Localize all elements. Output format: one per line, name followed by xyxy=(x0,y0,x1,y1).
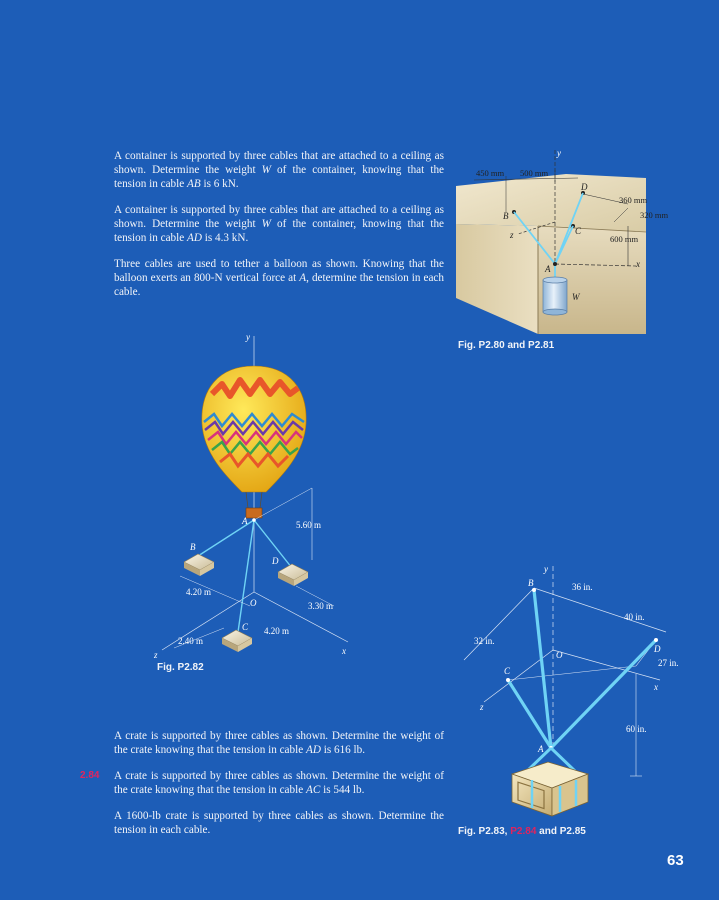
anchor-C xyxy=(222,630,252,652)
point-label-A: A xyxy=(242,516,248,526)
axis-label-z: z xyxy=(510,230,514,240)
point-label-C: C xyxy=(242,622,249,632)
axis-label-z: z xyxy=(154,650,158,660)
figure-caption-p2-82: Fig. P2.82 xyxy=(157,662,204,673)
point-label-D: D xyxy=(272,556,279,566)
dim-450mm: 450 mm xyxy=(476,168,505,178)
problem-number: 2.84 xyxy=(80,770,100,781)
figure-p2-80-container xyxy=(456,148,669,334)
origin-label-O: O xyxy=(556,650,563,660)
axis-label-x: x xyxy=(342,646,346,656)
point-label-D: D xyxy=(654,644,661,654)
crate xyxy=(512,762,588,816)
point-label-C: C xyxy=(504,666,511,676)
figure-p2-83-crate xyxy=(456,562,686,824)
point-label-D: D xyxy=(581,182,588,192)
point-label-A: A xyxy=(538,744,544,754)
basket xyxy=(246,508,262,518)
axis-label-y: y xyxy=(544,564,548,574)
dim-4-20m-z: 4.20 m xyxy=(186,587,212,597)
ceiling xyxy=(456,174,646,232)
figure-caption-p2-83: Fig. P2.83, P2.84 and P2.85 xyxy=(458,826,586,837)
point-label-B: B xyxy=(528,578,534,588)
dim-4-20m-x: 4.20 m xyxy=(264,626,290,636)
cable-AC xyxy=(238,520,254,632)
problem-2-80: A container is supported by three cables that are attached to a ceiling as shown. Determine the weight W of the container, knowing that the tension in cable AB is 6 kN. xyxy=(114,150,444,191)
wall xyxy=(456,224,538,334)
weight-label-W: W xyxy=(572,292,580,302)
dim-600mm: 600 mm xyxy=(610,234,639,244)
dim-2-40m: 2.40 m xyxy=(178,636,204,646)
axis-label-x: x xyxy=(636,259,640,269)
dim-32in: 32 in. xyxy=(474,636,495,646)
anchor-D xyxy=(278,564,308,586)
dim-320mm: 320 mm xyxy=(640,210,669,220)
dim-40in: 40 in. xyxy=(624,612,645,622)
anchor-B xyxy=(184,554,214,576)
problem-2-81: A container is supported by three cables that are attached to a ceiling as shown. Determine the weight W of the container, knowing that the tension in cable AD is 4.3 kN. xyxy=(114,204,444,245)
point-label-A: A xyxy=(545,264,551,274)
dim-27in: 27 in. xyxy=(658,658,679,668)
origin-label-O: O xyxy=(250,598,257,608)
point-label-B: B xyxy=(190,542,196,552)
dim-5-60m: 5.60 m xyxy=(296,520,322,530)
problem-2-84: 2.84 A crate is supported by three cables as shown. Determine the weight of the crate knowing that the tension in cable AC is 544 lb. xyxy=(80,770,444,797)
dim-60in: 60 in. xyxy=(626,724,647,734)
dim-500mm: 500 mm xyxy=(520,168,549,178)
axis-label-y: y xyxy=(246,332,250,342)
axis-label-z: z xyxy=(480,702,484,712)
dim-36in: 36 in. xyxy=(572,582,593,592)
dim-3-30m: 3.30 m xyxy=(308,601,334,611)
problem-2-85: A 1600-lb crate is supported by three cables as shown. Determine the tension in each cable. xyxy=(114,810,444,837)
point-label-C: C xyxy=(575,226,582,236)
problem-2-82: Three cables are used to tether a balloon as shown. Knowing that the balloon exerts an 800-N vertical force at A, determine the tension in each cable. xyxy=(114,258,444,299)
page-number: 63 xyxy=(667,852,684,869)
container xyxy=(543,280,567,312)
problem-2-83: A crate is supported by three cables as shown. Determine the weight of the crate knowing that the tension in cable AD is 616 lb. xyxy=(114,730,444,757)
dim-360mm: 360 mm xyxy=(619,195,648,205)
figure-caption-p2-80: Fig. P2.80 and P2.81 xyxy=(458,340,555,351)
axis-label-y: y xyxy=(557,148,561,158)
figure-p2-82-balloon xyxy=(150,330,370,660)
point-label-B: B xyxy=(503,211,509,221)
axis-label-x: x xyxy=(654,682,658,692)
